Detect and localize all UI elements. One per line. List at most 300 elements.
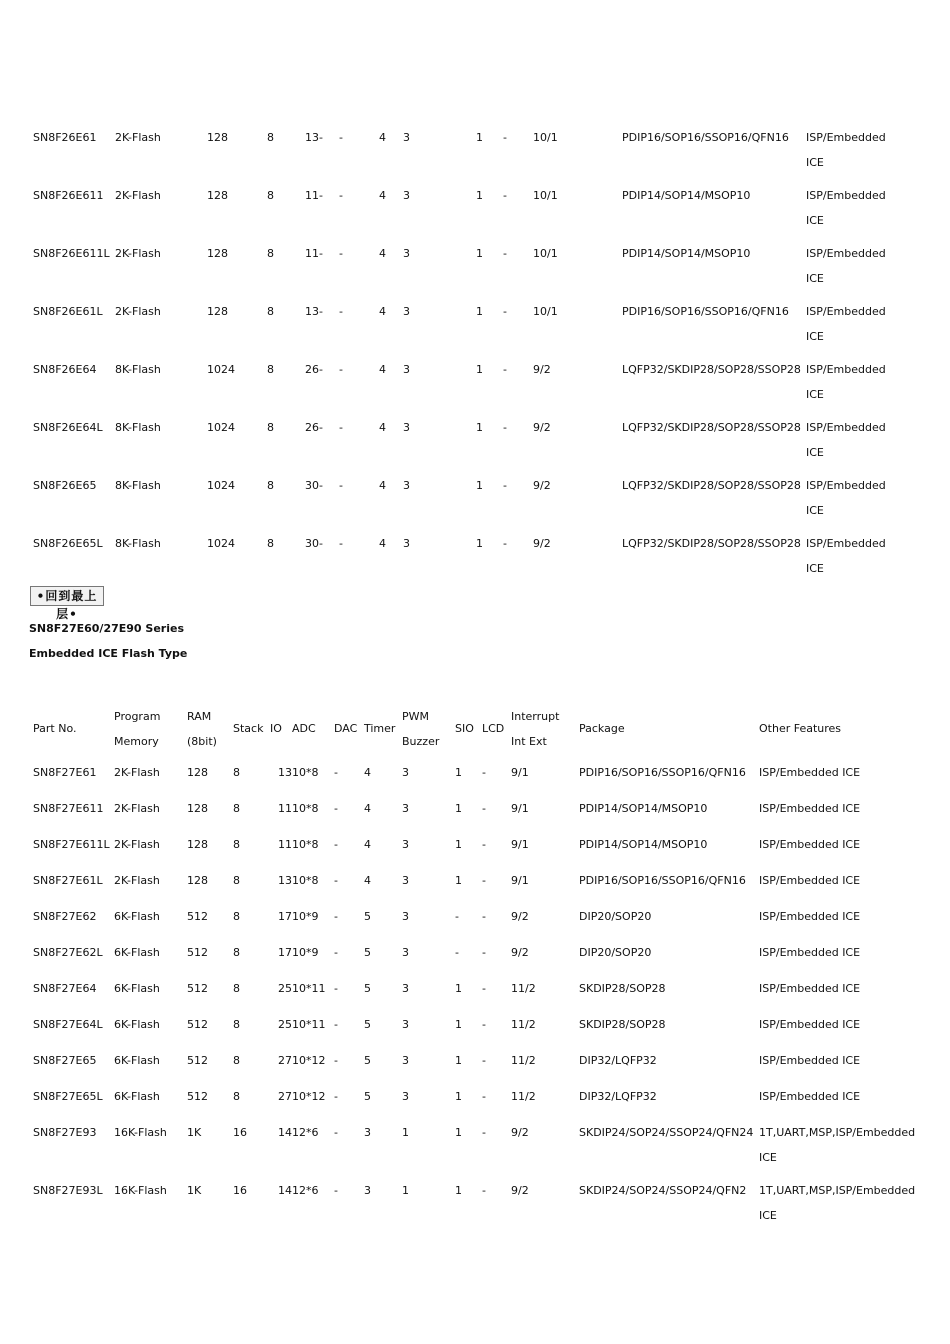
cell-io: 11 bbox=[305, 189, 319, 202]
cell-package: LQFP32/SKDIP28/SOP28/SSOP28 bbox=[622, 421, 801, 434]
cell-sio: 1 bbox=[455, 838, 462, 851]
cell-sio: 1 bbox=[476, 131, 483, 144]
cell-lcd: - bbox=[482, 1054, 486, 1067]
cell-part-no: SN8F27E93 bbox=[33, 1126, 97, 1139]
cell-sio: 1 bbox=[455, 1126, 462, 1139]
cell-pwm-buzzer: 3 bbox=[402, 910, 409, 923]
series-26e-table bbox=[33, 125, 888, 589]
cell-lcd: - bbox=[482, 766, 486, 779]
header-sio: SIO bbox=[455, 722, 474, 735]
header-timer: Timer bbox=[364, 722, 396, 735]
table-row bbox=[33, 904, 919, 940]
cell-lcd: - bbox=[503, 131, 507, 144]
cell-adc: 10*8 bbox=[292, 802, 319, 815]
cell-timer: 4 bbox=[379, 479, 386, 492]
header-package: Package bbox=[579, 722, 625, 735]
cell-program-memory: 6K-Flash bbox=[114, 1018, 160, 1031]
cell-sio: 1 bbox=[476, 421, 483, 434]
cell-timer: 5 bbox=[364, 946, 371, 959]
cell-dac: - bbox=[334, 1184, 338, 1197]
cell-ram: 1024 bbox=[207, 537, 235, 550]
cell-dac: - bbox=[334, 766, 338, 779]
header-io: IO bbox=[270, 722, 282, 735]
table-row bbox=[33, 1084, 919, 1120]
cell-sio: 1 bbox=[476, 305, 483, 318]
cell-program-memory: 2K-Flash bbox=[115, 189, 161, 202]
cell-stack: 16 bbox=[233, 1184, 247, 1197]
cell-dac: - bbox=[334, 838, 338, 851]
cell-pwm-buzzer: 3 bbox=[403, 247, 410, 260]
cell-part-no: SN8F27E65L bbox=[33, 1090, 103, 1103]
cell-dac: - bbox=[339, 537, 343, 550]
cell-stack: 8 bbox=[233, 1018, 240, 1031]
cell-lcd: - bbox=[482, 838, 486, 851]
cell-io: 14 bbox=[278, 1126, 292, 1139]
cell-other-features: ISP/Embedded ICE bbox=[759, 1090, 861, 1103]
cell-pwm-buzzer: 3 bbox=[402, 1054, 409, 1067]
cell-io: 11 bbox=[278, 802, 292, 815]
cell-adc: 10*11 bbox=[292, 982, 326, 995]
cell-sio: 1 bbox=[455, 874, 462, 887]
cell-other-features: ISP/Embedded ICE bbox=[806, 305, 886, 343]
header-adc: ADC bbox=[292, 722, 316, 735]
cell-other-features: ISP/Embedded ICE bbox=[806, 421, 886, 459]
cell-stack: 8 bbox=[233, 802, 240, 815]
cell-ram: 128 bbox=[187, 802, 208, 815]
cell-interrupt: 10/1 bbox=[533, 189, 558, 202]
cell-lcd: - bbox=[503, 537, 507, 550]
cell-interrupt: 9/1 bbox=[511, 838, 529, 851]
cell-interrupt: 9/2 bbox=[511, 946, 529, 959]
cell-ram: 128 bbox=[187, 838, 208, 851]
cell-sio: 1 bbox=[455, 802, 462, 815]
cell-package: DIP20/SOP20 bbox=[579, 946, 652, 959]
cell-package: PDIP14/SOP14/MSOP10 bbox=[622, 189, 751, 202]
cell-timer: 4 bbox=[379, 363, 386, 376]
cell-pwm-buzzer: 3 bbox=[402, 982, 409, 995]
cell-package: PDIP16/SOP16/SSOP16/QFN16 bbox=[622, 131, 789, 144]
table-header-row bbox=[33, 697, 919, 760]
cell-package: PDIP14/SOP14/MSOP10 bbox=[622, 247, 751, 260]
cell-ram: 1024 bbox=[207, 421, 235, 434]
cell-timer: 4 bbox=[364, 802, 371, 815]
cell-part-no: SN8F27E62L bbox=[33, 946, 103, 959]
cell-lcd: - bbox=[482, 1090, 486, 1103]
cell-ram: 128 bbox=[207, 305, 228, 318]
cell-lcd: - bbox=[482, 802, 486, 815]
cell-timer: 5 bbox=[364, 1054, 371, 1067]
cell-pwm-buzzer: 3 bbox=[403, 421, 410, 434]
table-row bbox=[33, 415, 888, 473]
cell-sio: 1 bbox=[476, 363, 483, 376]
cell-ram: 1024 bbox=[207, 479, 235, 492]
cell-other-features: 1T,UART,MSP,ISP/Embedded ICE bbox=[759, 1184, 916, 1222]
cell-package: LQFP32/SKDIP28/SOP28/SSOP28 bbox=[622, 363, 801, 376]
cell-lcd: - bbox=[482, 1018, 486, 1031]
header-program: Program Memory bbox=[114, 709, 161, 748]
cell-lcd: - bbox=[503, 479, 507, 492]
cell-dac: - bbox=[334, 982, 338, 995]
cell-timer: 5 bbox=[364, 982, 371, 995]
cell-part-no: SN8F27E611L bbox=[33, 838, 110, 851]
cell-program-memory: 2K-Flash bbox=[114, 766, 160, 779]
cell-adc: 10*9 bbox=[292, 946, 319, 959]
cell-pwm-buzzer: 3 bbox=[403, 305, 410, 318]
cell-timer: 5 bbox=[364, 1018, 371, 1031]
cell-program-memory: 6K-Flash bbox=[114, 982, 160, 995]
cell-pwm-buzzer: 3 bbox=[403, 479, 410, 492]
table-row bbox=[33, 125, 888, 183]
cell-other-features: ISP/Embedded ICE bbox=[759, 982, 861, 995]
cell-program-memory: 6K-Flash bbox=[114, 910, 160, 923]
header-part: Part No. bbox=[33, 722, 77, 735]
header-pwm: PWM Buzzer bbox=[402, 709, 440, 748]
cell-pwm-buzzer: 1 bbox=[402, 1184, 409, 1197]
cell-dac: - bbox=[334, 946, 338, 959]
cell-interrupt: 9/2 bbox=[511, 910, 529, 923]
series-27e-table-body bbox=[33, 760, 919, 1236]
cell-lcd: - bbox=[503, 305, 507, 318]
cell-program-memory: 8K-Flash bbox=[115, 537, 161, 550]
cell-timer: 3 bbox=[364, 1184, 371, 1197]
cell-program-memory: 8K-Flash bbox=[115, 363, 161, 376]
cell-stack: 8 bbox=[233, 946, 240, 959]
cell-io: 11 bbox=[278, 838, 292, 851]
cell-adc: - bbox=[319, 537, 323, 550]
cell-sio: 1 bbox=[455, 766, 462, 779]
cell-io: 17 bbox=[278, 946, 292, 959]
cell-part-no: SN8F27E65 bbox=[33, 1054, 97, 1067]
cell-other-features: ISP/Embedded ICE bbox=[759, 910, 861, 923]
table-row bbox=[33, 183, 888, 241]
cell-other-features: ISP/Embedded ICE bbox=[806, 479, 886, 517]
cell-program-memory: 2K-Flash bbox=[114, 802, 160, 815]
header-dac: DAC bbox=[334, 722, 358, 735]
cell-stack: 16 bbox=[233, 1126, 247, 1139]
cell-stack: 8 bbox=[267, 363, 274, 376]
cell-program-memory: 8K-Flash bbox=[115, 479, 161, 492]
cell-ram: 512 bbox=[187, 982, 208, 995]
cell-interrupt: 9/1 bbox=[511, 766, 529, 779]
cell-timer: 5 bbox=[364, 1090, 371, 1103]
cell-ram: 512 bbox=[187, 910, 208, 923]
cell-program-memory: 16K-Flash bbox=[114, 1126, 167, 1139]
cell-sio: 1 bbox=[455, 1018, 462, 1031]
cell-lcd: - bbox=[482, 982, 486, 995]
cell-adc: 12*6 bbox=[292, 1184, 319, 1197]
table-row bbox=[33, 796, 919, 832]
cell-interrupt: 10/1 bbox=[533, 131, 558, 144]
cell-timer: 5 bbox=[364, 910, 371, 923]
cell-program-memory: 2K-Flash bbox=[115, 305, 161, 318]
cell-dac: - bbox=[339, 305, 343, 318]
section-subtitle: Embedded ICE Flash Type bbox=[29, 647, 188, 660]
cell-stack: 8 bbox=[233, 838, 240, 851]
cell-adc: 10*11 bbox=[292, 1018, 326, 1031]
table-row bbox=[33, 241, 888, 299]
cell-timer: 4 bbox=[364, 874, 371, 887]
cell-stack: 8 bbox=[233, 1054, 240, 1067]
cell-package: PDIP14/SOP14/MSOP10 bbox=[579, 838, 708, 851]
cell-lcd: - bbox=[503, 189, 507, 202]
series-26e-table-body bbox=[33, 125, 888, 589]
header-interrupt: Interrupt Int Ext bbox=[511, 709, 560, 748]
cell-interrupt: 9/2 bbox=[533, 421, 551, 434]
cell-sio: 1 bbox=[476, 537, 483, 550]
cell-ram: 512 bbox=[187, 1054, 208, 1067]
cell-pwm-buzzer: 3 bbox=[403, 189, 410, 202]
cell-sio: - bbox=[455, 946, 459, 959]
cell-interrupt: 11/2 bbox=[511, 1018, 536, 1031]
cell-pwm-buzzer: 3 bbox=[402, 1018, 409, 1031]
cell-other-features: ISP/Embedded ICE bbox=[806, 537, 886, 575]
cell-io: 14 bbox=[278, 1184, 292, 1197]
cell-pwm-buzzer: 3 bbox=[403, 363, 410, 376]
cell-package: SKDIP28/SOP28 bbox=[579, 1018, 666, 1031]
cell-dac: - bbox=[334, 874, 338, 887]
cell-other-features: ISP/Embedded ICE bbox=[759, 1054, 861, 1067]
table-row bbox=[33, 1012, 919, 1048]
cell-timer: 4 bbox=[379, 305, 386, 318]
cell-ram: 512 bbox=[187, 946, 208, 959]
header-lcd: LCD bbox=[482, 722, 505, 735]
cell-dac: - bbox=[334, 1054, 338, 1067]
cell-package: PDIP16/SOP16/SSOP16/QFN16 bbox=[622, 305, 789, 318]
cell-interrupt: 10/1 bbox=[533, 305, 558, 318]
cell-package: DIP32/LQFP32 bbox=[579, 1054, 657, 1067]
cell-package: PDIP16/SOP16/SSOP16/QFN16 bbox=[579, 766, 746, 779]
cell-io: 13 bbox=[278, 766, 292, 779]
cell-part-no: SN8F26E61 bbox=[33, 131, 97, 144]
cell-stack: 8 bbox=[267, 305, 274, 318]
cell-pwm-buzzer: 3 bbox=[402, 1090, 409, 1103]
cell-other-features: ISP/Embedded ICE bbox=[806, 189, 886, 227]
cell-part-no: SN8F26E65 bbox=[33, 479, 97, 492]
cell-part-no: SN8F26E61L bbox=[33, 305, 103, 318]
table-row bbox=[33, 531, 888, 589]
cell-interrupt: 11/2 bbox=[511, 1090, 536, 1103]
cell-other-features: ISP/Embedded ICE bbox=[806, 131, 886, 169]
cell-part-no: SN8F26E65L bbox=[33, 537, 103, 550]
cell-dac: - bbox=[334, 910, 338, 923]
cell-other-features: ISP/Embedded ICE bbox=[759, 946, 861, 959]
cell-interrupt: 10/1 bbox=[533, 247, 558, 260]
cell-pwm-buzzer: 3 bbox=[402, 838, 409, 851]
table-row bbox=[33, 1048, 919, 1084]
table-row bbox=[33, 357, 888, 415]
table-row bbox=[33, 1178, 919, 1236]
cell-timer: 4 bbox=[379, 131, 386, 144]
cell-part-no: SN8F27E64 bbox=[33, 982, 97, 995]
cell-program-memory: 8K-Flash bbox=[115, 421, 161, 434]
series-27e-table bbox=[33, 697, 919, 1236]
cell-io: 26 bbox=[305, 421, 319, 434]
cell-io: 30 bbox=[305, 479, 319, 492]
cell-part-no: SN8F26E64L bbox=[33, 421, 103, 434]
cell-sio: 1 bbox=[476, 247, 483, 260]
cell-interrupt: 11/2 bbox=[511, 1054, 536, 1067]
header-stack: Stack bbox=[233, 722, 264, 735]
cell-stack: 8 bbox=[267, 247, 274, 260]
cell-ram: 1K bbox=[187, 1184, 202, 1197]
cell-dac: - bbox=[339, 247, 343, 260]
cell-other-features: ISP/Embedded ICE bbox=[806, 363, 886, 401]
table-row bbox=[33, 1120, 919, 1178]
cell-io: 13 bbox=[305, 305, 319, 318]
cell-package: LQFP32/SKDIP28/SOP28/SSOP28 bbox=[622, 479, 801, 492]
cell-interrupt: 11/2 bbox=[511, 982, 536, 995]
cell-dac: - bbox=[339, 479, 343, 492]
cell-part-no: SN8F26E611 bbox=[33, 189, 104, 202]
cell-ram: 1024 bbox=[207, 363, 235, 376]
cell-lcd: - bbox=[482, 874, 486, 887]
cell-dac: - bbox=[339, 189, 343, 202]
cell-lcd: - bbox=[482, 1126, 486, 1139]
cell-adc: - bbox=[319, 305, 323, 318]
cell-stack: 8 bbox=[267, 131, 274, 144]
cell-other-features: ISP/Embedded ICE bbox=[759, 766, 861, 779]
cell-program-memory: 6K-Flash bbox=[114, 1054, 160, 1067]
cell-program-memory: 2K-Flash bbox=[114, 874, 160, 887]
cell-stack: 8 bbox=[267, 479, 274, 492]
cell-adc: 10*8 bbox=[292, 838, 319, 851]
cell-package: SKDIP24/SOP24/SSOP24/QFN2 bbox=[579, 1184, 747, 1197]
cell-lcd: - bbox=[482, 946, 486, 959]
cell-interrupt: 9/2 bbox=[533, 363, 551, 376]
cell-sio: 1 bbox=[476, 479, 483, 492]
cell-other-features: 1T,UART,MSP,ISP/Embedded ICE bbox=[759, 1126, 916, 1164]
cell-dac: - bbox=[334, 802, 338, 815]
cell-interrupt: 9/1 bbox=[511, 874, 529, 887]
cell-pwm-buzzer: 3 bbox=[402, 874, 409, 887]
cell-dac: - bbox=[339, 363, 343, 376]
cell-adc: 10*12 bbox=[292, 1090, 326, 1103]
cell-other-features: ISP/Embedded ICE bbox=[759, 802, 861, 815]
section-title: SN8F27E60/27E90 Series bbox=[29, 622, 184, 635]
cell-stack: 8 bbox=[233, 1090, 240, 1103]
cell-adc: - bbox=[319, 421, 323, 434]
cell-program-memory: 2K-Flash bbox=[114, 838, 160, 851]
cell-ram: 1K bbox=[187, 1126, 202, 1139]
table-row bbox=[33, 976, 919, 1012]
cell-adc: - bbox=[319, 131, 323, 144]
cell-io: 11 bbox=[305, 247, 319, 260]
cell-pwm-buzzer: 3 bbox=[402, 766, 409, 779]
cell-part-no: SN8F27E62 bbox=[33, 910, 97, 923]
cell-lcd: - bbox=[482, 1184, 486, 1197]
cell-dac: - bbox=[334, 1018, 338, 1031]
cell-adc: - bbox=[319, 479, 323, 492]
cell-io: 27 bbox=[278, 1054, 292, 1067]
cell-package: SKDIP24/SOP24/SSOP24/QFN24 bbox=[579, 1126, 754, 1139]
cell-ram: 128 bbox=[207, 189, 228, 202]
cell-ram: 512 bbox=[187, 1090, 208, 1103]
cell-dac: - bbox=[339, 131, 343, 144]
cell-adc: 10*8 bbox=[292, 766, 319, 779]
table-row bbox=[33, 940, 919, 976]
cell-part-no: SN8F27E61L bbox=[33, 874, 103, 887]
cell-package: PDIP14/SOP14/MSOP10 bbox=[579, 802, 708, 815]
cell-stack: 8 bbox=[267, 421, 274, 434]
cell-part-no: SN8F27E64L bbox=[33, 1018, 103, 1031]
cell-package: DIP32/LQFP32 bbox=[579, 1090, 657, 1103]
cell-io: 13 bbox=[305, 131, 319, 144]
table-row bbox=[33, 832, 919, 868]
cell-timer: 4 bbox=[364, 838, 371, 851]
cell-package: LQFP32/SKDIP28/SOP28/SSOP28 bbox=[622, 537, 801, 550]
cell-part-no: SN8F26E611L bbox=[33, 247, 110, 260]
cell-io: 27 bbox=[278, 1090, 292, 1103]
cell-ram: 128 bbox=[207, 131, 228, 144]
cell-dac: - bbox=[334, 1126, 338, 1139]
cell-pwm-buzzer: 3 bbox=[402, 802, 409, 815]
cell-ram: 512 bbox=[187, 1018, 208, 1031]
cell-part-no: SN8F26E64 bbox=[33, 363, 97, 376]
cell-part-no: SN8F27E93L bbox=[33, 1184, 103, 1197]
cell-lcd: - bbox=[503, 421, 507, 434]
cell-io: 25 bbox=[278, 1018, 292, 1031]
cell-adc: - bbox=[319, 189, 323, 202]
cell-stack: 8 bbox=[233, 766, 240, 779]
cell-adc: - bbox=[319, 363, 323, 376]
cell-program-memory: 16K-Flash bbox=[114, 1184, 167, 1197]
cell-adc: 10*12 bbox=[292, 1054, 326, 1067]
cell-pwm-buzzer: 3 bbox=[402, 946, 409, 959]
cell-stack: 8 bbox=[267, 537, 274, 550]
cell-interrupt: 9/1 bbox=[511, 802, 529, 815]
back-to-top-button[interactable]: •回到最上层• bbox=[30, 586, 104, 606]
cell-interrupt: 9/2 bbox=[533, 537, 551, 550]
cell-program-memory: 6K-Flash bbox=[114, 1090, 160, 1103]
cell-part-no: SN8F27E61 bbox=[33, 766, 97, 779]
cell-lcd: - bbox=[503, 363, 507, 376]
cell-timer: 4 bbox=[379, 247, 386, 260]
cell-interrupt: 9/2 bbox=[511, 1126, 529, 1139]
cell-program-memory: 2K-Flash bbox=[115, 131, 161, 144]
cell-part-no: SN8F27E611 bbox=[33, 802, 104, 815]
cell-adc: 10*8 bbox=[292, 874, 319, 887]
cell-adc: - bbox=[319, 247, 323, 260]
cell-ram: 128 bbox=[187, 874, 208, 887]
cell-dac: - bbox=[339, 421, 343, 434]
cell-package: PDIP16/SOP16/SSOP16/QFN16 bbox=[579, 874, 746, 887]
cell-other-features: ISP/Embedded ICE bbox=[806, 247, 886, 285]
cell-stack: 8 bbox=[233, 982, 240, 995]
cell-adc: 10*9 bbox=[292, 910, 319, 923]
table-row bbox=[33, 760, 919, 796]
cell-timer: 4 bbox=[364, 766, 371, 779]
cell-sio: 1 bbox=[455, 1090, 462, 1103]
cell-lcd: - bbox=[503, 247, 507, 260]
cell-pwm-buzzer: 3 bbox=[403, 131, 410, 144]
cell-sio: 1 bbox=[455, 1054, 462, 1067]
cell-stack: 8 bbox=[267, 189, 274, 202]
cell-package: DIP20/SOP20 bbox=[579, 910, 652, 923]
cell-program-memory: 2K-Flash bbox=[115, 247, 161, 260]
cell-stack: 8 bbox=[233, 874, 240, 887]
cell-ram: 128 bbox=[187, 766, 208, 779]
cell-other-features: ISP/Embedded ICE bbox=[759, 1018, 861, 1031]
cell-lcd: - bbox=[482, 910, 486, 923]
cell-pwm-buzzer: 3 bbox=[403, 537, 410, 550]
cell-package: SKDIP28/SOP28 bbox=[579, 982, 666, 995]
cell-ram: 128 bbox=[207, 247, 228, 260]
cell-sio: - bbox=[455, 910, 459, 923]
cell-io: 17 bbox=[278, 910, 292, 923]
cell-dac: - bbox=[334, 1090, 338, 1103]
cell-timer: 4 bbox=[379, 537, 386, 550]
cell-timer: 3 bbox=[364, 1126, 371, 1139]
